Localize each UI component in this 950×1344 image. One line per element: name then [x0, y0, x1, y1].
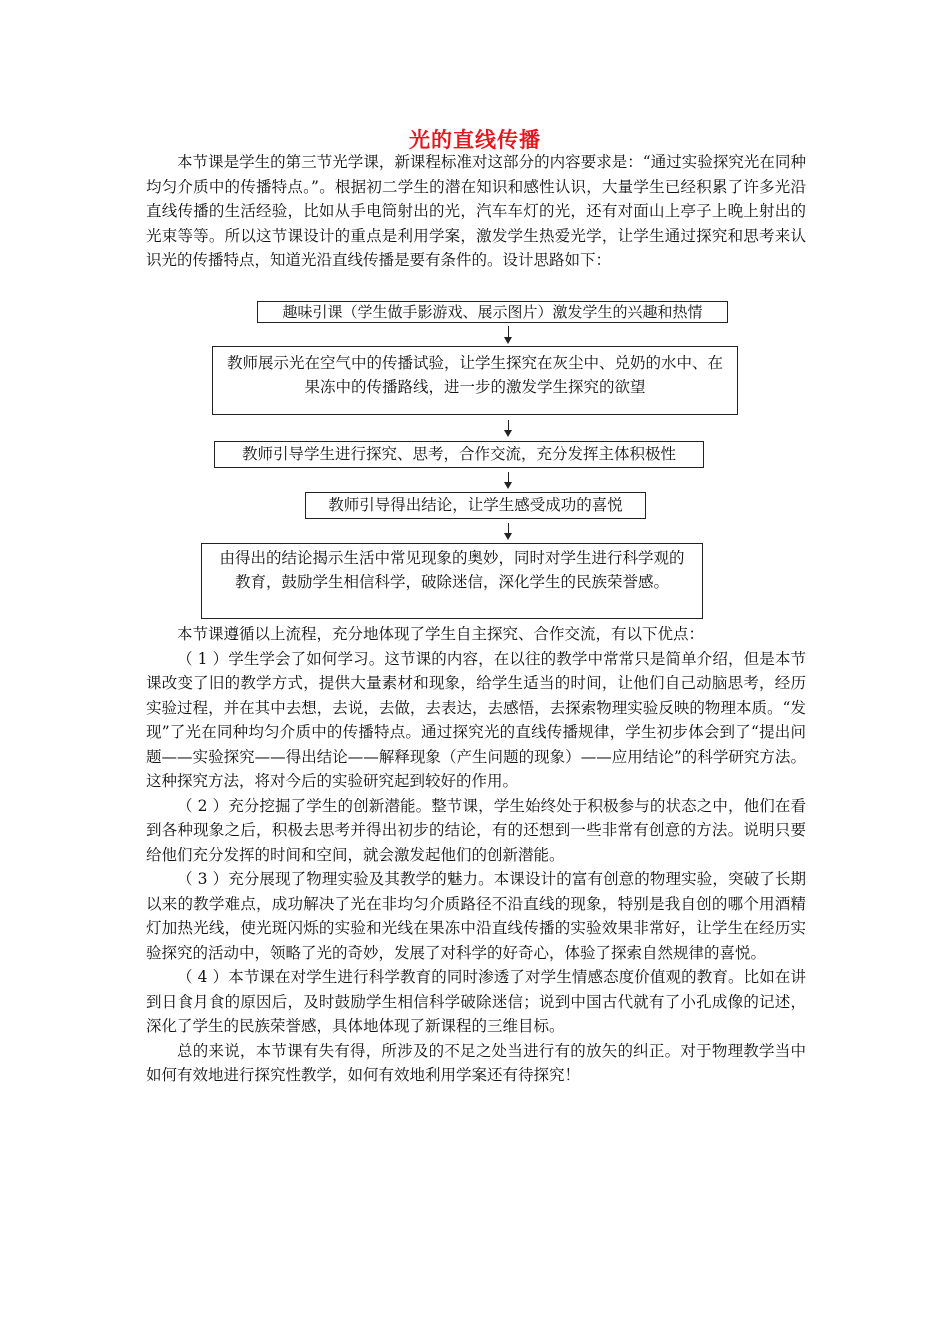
page-title: 光的直线传播 — [409, 128, 541, 152]
body-text — [146, 622, 806, 1088]
paragraph-point-3: （ 3 ）充分展现了物理实验及其教学的魅力。本课设计的富有创意的物理实验，突破了长期以来的教学难点，成功解决了光在非均匀介质路径不沿直线的现象，特别是我自创的哪个用酒精灯加热光线，使光斑闪烁的实验和光线在果冻中沿直线传播的实验效果非常好，让学生在经历实验探究的活动中，领略了光的奇妙，发展了对科学的好奇心，体验了探索自然规律的喜悦。 — [146, 870, 806, 962]
paragraph-summary: 总的来说，本节课有失有得，所涉及的不足之处当进行有的放矢的纠正。对于物理教学当中如何有效地进行探究性教学，如何有效地利用学案还有待探究！ — [146, 1041, 806, 1084]
paragraph-point-1: （ 1 ）学生学会了如何学习。这节课的内容，在以往的教学中常常只是简单介绍，但是本节课改变了旧的教学方式，提供大量素材和现象，给学生适当的时间，让他们自己动脑思考，经历实验过程，并在其中去想，去说，去做，去表达，去感悟，去探索物理实验反映的物理本质。“发现”了光在同种均匀介质中的传播特点。通过探究光的直线传播规律，学生初步体会到了“提出问题——实验探究——得出结论——解释现象（产生问题的现象）——应用结论”的科学研究方法。这种探究方法，将对今后的实验研究起到较好的作用。 — [146, 649, 806, 790]
flow-step-5: 由得出的结论揭示生活中常见现象的奥妙，同时对学生进行科学观的教育，鼓励学生相信科学，破除迷信，深化学生的民族荣誉感。 — [201, 543, 703, 619]
flow-step-3: 教师引导学生进行探究、思考，合作交流，充分发挥主体积极性 — [214, 441, 704, 468]
intro-paragraph — [146, 150, 806, 273]
flow-step-2: 教师展示光在空气中的传播试验，让学生探究在灰尘中、兑奶的水中、在果冻中的传播路线，进一步的激发学生探究的欲望 — [212, 346, 738, 415]
flow-arrow-3 — [503, 472, 515, 490]
paragraph-point-4: （ 4 ）本节课在对学生进行科学教育的同时渗透了对学生情感态度价值观的教育。比如在讲到日食月食的原因后，及时鼓励学生相信科学破除迷信；说到中国古代就有了小孔成像的记述，深化了学生的民族荣誉感，具体地体现了新课程的三维目标。 — [146, 968, 806, 1035]
flow-step-4: 教师引导得出结论，让学生感受成功的喜悦 — [305, 492, 646, 519]
intro-text: 本节课是学生的第三节光学课，新课程标准对这部分的内容要求是：“通过实验探究光在同种均匀介质中的传播特点。”。根据初二学生的潜在知识和感性认识，大量学生已经积累了许多光沿直线传播的生活经验，比如从手电筒射出的光，汽车车灯的光，还有对面山上亭子上晚上射出的光束等等。所以这节课设计的重点是利用学案，激发学生热爱光学，让学生通过探究和思考来认识光的传播特点，知道光沿直线传播是要有条件的。设计思路如下： — [146, 153, 806, 269]
flow-step-1: 趣味引课（学生做手影游戏、展示图片）激发学生的兴趣和热情 — [257, 301, 728, 323]
paragraph-point-2: （ 2 ）充分挖掘了学生的创新潜能。整节课，学生始终处于积极参与的状态之中，他们在看到各种现象之后，积极去思考并得出初步的结论，有的还想到一些非常有创意的方法。说明只要给他们充分发挥的时间和空间，就会激发起他们的创新潜能。 — [146, 796, 806, 864]
flow-arrow-4 — [503, 523, 515, 541]
flow-arrow-2 — [503, 420, 515, 438]
flow-arrow-1 — [503, 326, 515, 344]
paragraph-overview: 本节课遵循以上流程，充分地体现了学生自主探究、合作交流，有以下优点： — [177, 625, 705, 643]
